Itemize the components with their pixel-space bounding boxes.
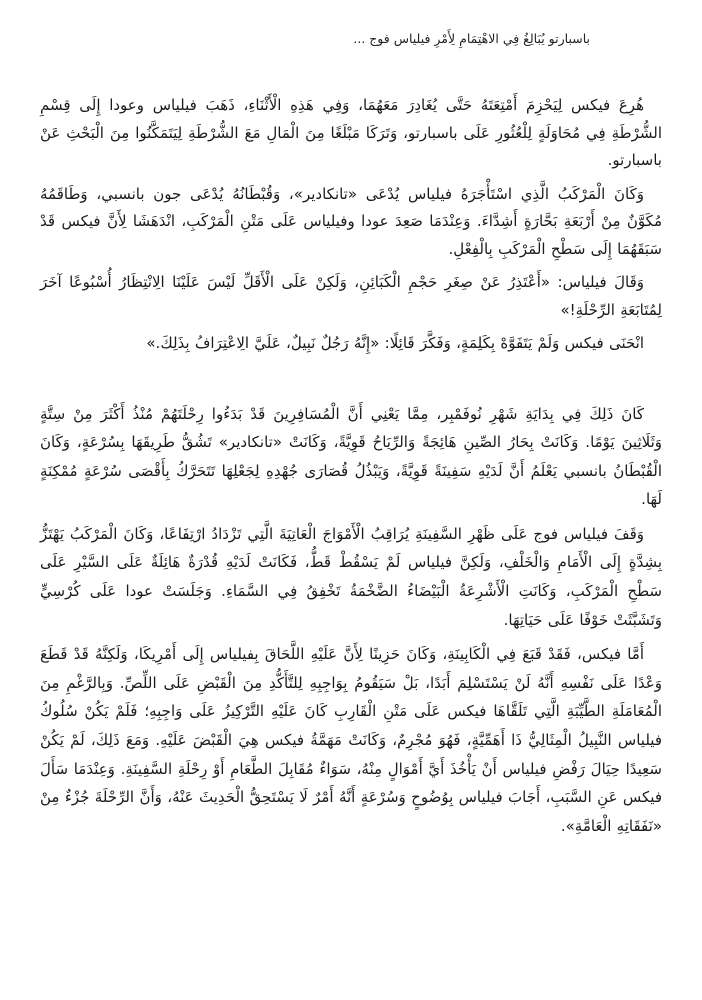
running-header: باسبارتو يُبَالِغُ فِي الاهْتِمَامِ لِأَمْرِ فيلياس فوج ...	[353, 31, 590, 46]
paragraph: كَانَ ذَلِكَ فِي بِدَايَةِ شَهْرِ نُوفَمْبِر، مِمَّا يَعْنِي أَنَّ الْمُسَافِرِينَ قَدْ بَدَءُوا رِحْلَتَهُمْ مُنْذُ أَكْثَرَ مِنْ سِتَّةٍ وَثَلَاثِينَ يَوْمًا. وَكَانَتْ بِحَارُ الصِّينِ هَائِجَةً وَالرِّيَاحُ قَوِيَّةً، وَكَانَتْ «تانكادير» تَشُقُّ طَرِيقَهَا بِسُرْعَةٍ، وَكَانَ الْقُبْطَانُ بانسبي يَعْلَمُ أَنَّ لَدَيْهِ سَفِينَةً قَوِيَّةً، وَيَبْذُلُ قُصَارَى جُهْدِهِ لِجَعْلِهَا تَتَحَرَّكُ بِأَقْصَى سُرْعَةٍ مُمْكِنَةٍ لَهَا.	[40, 404, 662, 509]
paragraph: هُرِعَ فيكس لِيَحْزِمَ أَمْتِعَتَهُ حَتَّى يُغَادِرَ مَعَهُمَا، وَفِي هَذِهِ الْأَثْنَاءِ، ذَهَبَ فيلياس وعودا إِلَى قِسْمِ الشُّرْطَةِ فِي مُحَاوَلَةٍ لِلْعُثُورِ عَلَى باسبارتو، وَتَرَكَا مَبْلَغًا مِنَ الْمَالِ مَعَ الشُّرْطَةِ لِيَتَمَكَّنُوا مِنَ الْبَحْثِ عَنْ باسبارتو.	[40, 96, 662, 169]
text-section-1	[40, 92, 662, 358]
paragraph: وَكَانَ الْمَرْكَبُ الَّذِي اسْتَأْجَرَهُ فيلياس يُدْعَى «تانكادير»، وَقُبْطَانُهُ يُدْعَى جون بانسبي، وَطَاقَمُهُ مُكَوَّنٌ مِنْ أَرْبَعَةِ بَحَّارَةٍ أَشِدَّاءَ. وَعِنْدَمَا صَعِدَ عودا وفيلياس عَلَى مَتْنِ الْمَرْكَبِ، انْدَهَشَا لِأَنَّ فيكس قَدْ سَبَقَهُمَا إِلَى سَطْحِ الْمَرْكَبِ بِالْفِعْلِ.	[40, 184, 662, 258]
paragraph: وَقَفَ فيلياس فوج عَلَى ظَهْرِ السَّفِينَةِ يُرَاقِبُ الْأَمْوَاجَ الْعَاتِيَةَ الَّتِي تَزْدَادُ ارْتِفَاعًا، وَكَانَ الْمَرْكَبُ يَهْتَزُّ بِشِدَّةٍ إِلَى الْأَمَامِ وَالْخَلْفِ، وَلَكِنَّ فيلياس لَمْ يَسْقُطْ قَطُّ، فَكَانَتْ لَدَيْهِ قُدْرَةٌ هَائِلَةٌ عَلَى السَّيْرِ عَلَى سَطْحِ الْمَرْكَبِ، وَكَانَتِ الْأَشْرِعَةُ الْبَيْضَاءُ الضَّخْمَةُ تَخْفِقُ فِي السَّمَاءِ. وَجَلَسَتْ عودا عَلَى كُرْسِيٍّ وَتَشَبَّثَتْ خَوْفًا عَلَى حَيَاتِهَا.	[40, 524, 662, 629]
paragraph: أَمَّا فيكس، فَقَدْ قَبَعَ فِي الْكَابِينَةِ، وَكَانَ حَزِينًا لِأَنَّ عَلَيْهِ اللَّحَاقَ بِفيلياس إِلَى أَمْرِيكَا، وَلَكِنَّهُ قَدْ قَطَعَ وَعْدًا عَلَى نَفْسِهِ أَنَّهُ لَنْ يَسْتَسْلِمَ أَبَدًا، بَلْ سَيَقُومُ بِوَاجِبِهِ لِلتَّأَكُّدِ مِنَ الْقَبْضِ عَلَى اللِّصِّ. وَبِالرَّغْمِ مِنَ الْمُعَامَلَةِ الطَّيِّبَةِ الَّتِي تَلَقَّاهَا فيكس عَلَى مَتْنِ الْقَارِبِ كَانَ عَلَيْهِ التَّرْكِيزُ عَلَى وَاجِبِهِ؛ فَلَمْ يَكُنْ سُلُوكُ فيلياس النَّبِيلُ الْمِثَالِيُّ ذَا أَهَمِّيَّةٍ، فَهُوَ مُجْرِمٌ، وَكَانَتْ مَهَمَّةُ فيكس هِيَ الْقَبْضَ عَلَيْهِ. وَمَعَ ذَلِكَ، لَمْ يَكُنْ سَعِيدًا حِيَالَ رَفْضِ فيلياس أَنْ يَأْخُذَ أَيَّ أَمْوَالٍ مِنْهُ، سَوَاءٌ مُقَابِلَ الطَّعَامِ أَوْ رِحْلَةِ السَّفِينَةِ. وَعِنْدَمَا سَأَلَ فيكس عَنِ السَّبَبِ، أَجَابَ فيلياس بِوُضُوحٍ وَسُرْعَةٍ أَنَّهُ أَمْرٌ لَا يَسْتَحِقُّ الْحَدِيثَ عَنْهُ، وَأَنَّ الرِّحْلَةَ جُزْءٌ مِنْ «نَفَقَاتِهِ الْعَامَّةِ».	[40, 645, 662, 835]
paragraph: وَقَالَ فيلياس: «أَعْتَذِرُ عَنْ صِغَرِ حَجْمِ الْكَبَائِنِ، وَلَكِنْ عَلَى الْأَقَلِّ لَيْسَ عَلَيْنَا الِانْتِظَارُ أُسْبُوعًا آخَرَ لِمُتَابَعَةِ الرِّحْلَةِ!»	[40, 273, 662, 319]
text-section-2	[40, 400, 662, 841]
paragraph: انْحَنَى فيكس وَلَمْ يَتَفَوَّهْ بِكَلِمَةٍ، وَفَكَّرَ قَائِلًا: «إِنَّهُ رَجُلٌ نَبِيلٌ، عَلَيَّ الِاعْتِرَافُ بِذَلِكَ.»	[146, 334, 644, 352]
